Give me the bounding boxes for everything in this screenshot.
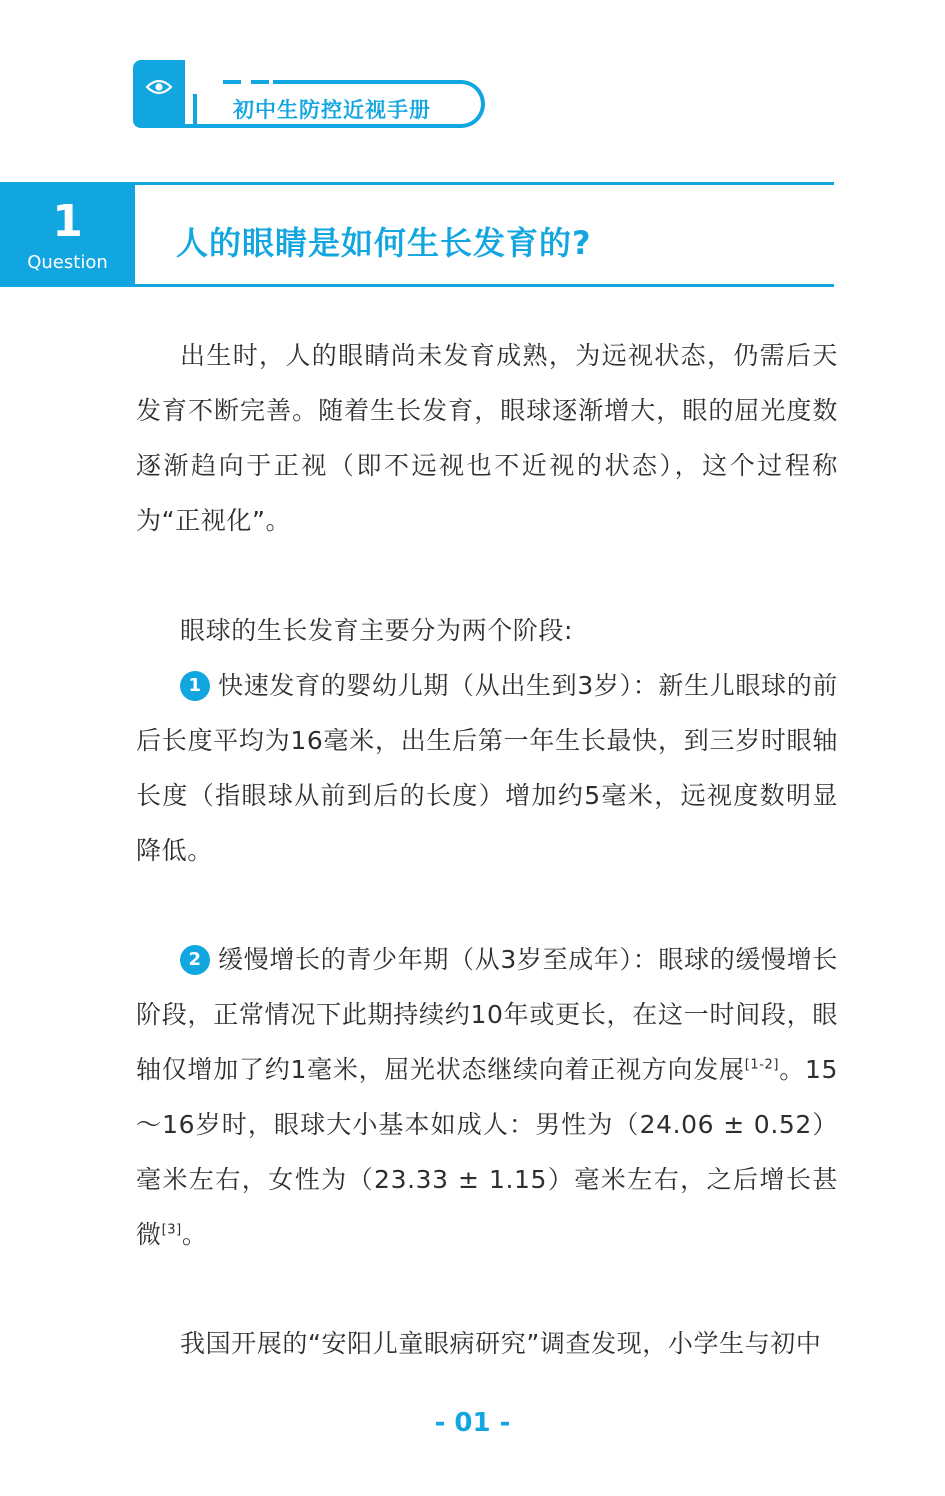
paragraph-intro: 出生时，人的眼睛尚未发育成熟，为远视状态，仍需后天发育不断完善。随着生长发育，眼球逐渐增大，眼的屈光度数逐渐趋向于正视（即不远视也不近视的状态），这个过程称为“正视化”。: [136, 341, 838, 535]
badge-bar: [193, 94, 197, 128]
question-label: Question: [27, 252, 108, 273]
stage-2-paragraph: [136, 932, 838, 1262]
stage-1-paragraph: [136, 658, 838, 878]
stage-1-number-badge: 1: [180, 671, 210, 701]
badge-dash: [251, 80, 269, 84]
stage-1-text: 快速发育的婴幼儿期（从出生到3岁）：新生儿眼球的前后长度平均为16毫米，出生后第一年生长最快，到三岁时眼轴长度（指眼球从前到后的长度）增加约5毫米，远视度数明显降低。: [136, 671, 838, 865]
stage-2-text: 缓慢增长的青少年期（从3岁至成年）：眼球的缓慢增长阶段，正常情况下此期持续约10年或更长，在这一时间段，眼轴仅增加了约1毫米，屈光状态继续向着正视方向发展: [136, 945, 838, 1084]
question-number: 1: [52, 196, 83, 247]
badge-dash: [223, 80, 241, 84]
question-box: [0, 182, 135, 287]
reference-1-2: [1-2]: [744, 1057, 780, 1073]
stage-2-text-cont: 。15～16岁时，眼球大小基本如成人：男性为（24.06 ± 0.52）毫米左右，女性为（23.33 ± 1.15）毫米左右，之后增长甚微: [136, 1055, 838, 1249]
stage-2-text-end: 。: [181, 1220, 208, 1249]
paragraph-anyang-study: 我国开展的“安阳儿童眼病研究”调查发现，小学生与初中: [180, 1329, 822, 1358]
stage-2-number-badge: 2: [180, 945, 210, 975]
question-title: 人的眼睛是如何生长发育的?: [176, 224, 592, 262]
reference-3: [3]: [161, 1222, 182, 1238]
page-number: - 01 -: [434, 1408, 511, 1438]
paragraph-stages-intro: 眼球的生长发育主要分为两个阶段:: [180, 616, 574, 645]
eye-icon: [145, 78, 173, 96]
handbook-badge: [133, 60, 489, 132]
handbook-title: 初中生防控近视手册: [233, 98, 431, 122]
